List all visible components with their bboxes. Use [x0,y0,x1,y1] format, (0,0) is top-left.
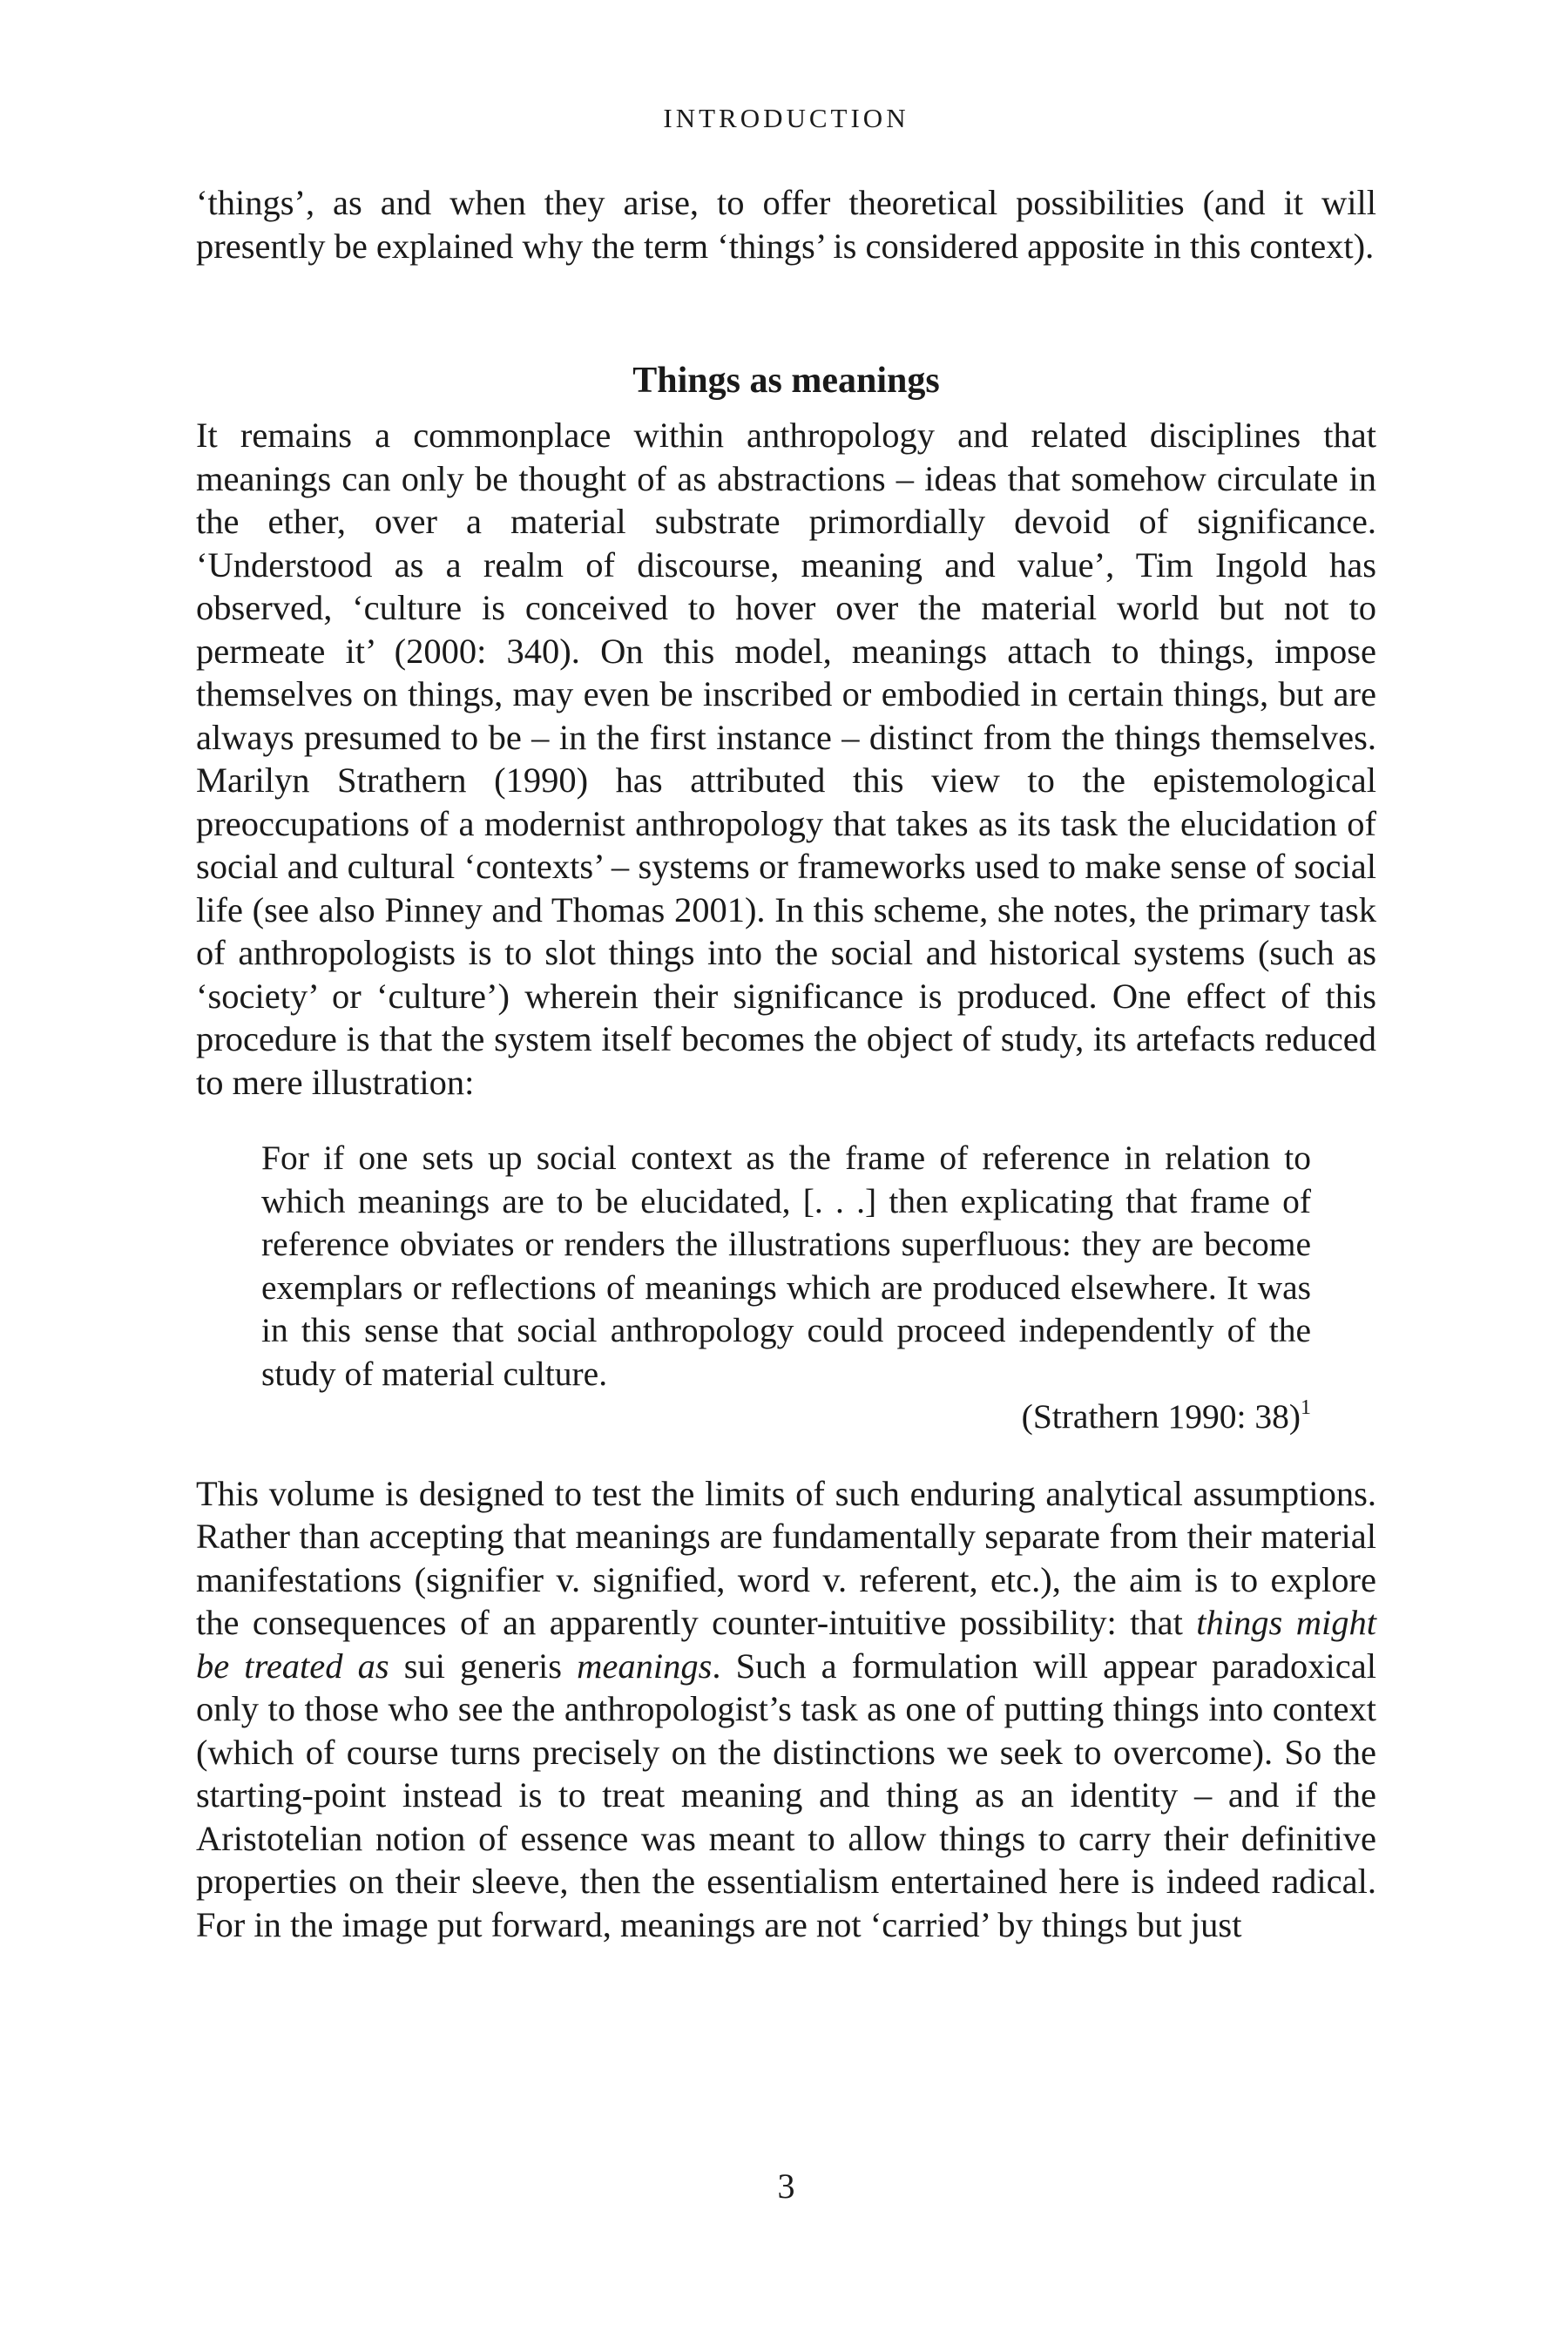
paragraph-text-segment: This volume is designed to test the limits of such enduring analytical assumptions. Rather than accepting that meanings are fundamentally separate from their material manifestations (signifier v. signified, word v. referent, etc.), the aim is to explore the consequences of an apparently counter-intuitive possibility: that [196,1473,1376,1642]
block-quote [261,1137,1311,1439]
italic-phrase: meanings [577,1646,713,1686]
quote-citation [261,1396,1311,1439]
paragraph-text-segment: . Such a formulation will appear paradoxical only to those who see the anthropologist’s task as one of putting things into context (which of course turns precisely on the distinctions we seek to overcome). So the starting-point instead is to treat meaning and thing as an identity – and if the Aristotelian notion of essence was meant to allow things to carry their definitive properties on their sleeve, then the essentialism entertained here is indeed radical. For in the image put forward, meanings are not ‘carried’ by things but just [196,1646,1377,1944]
section-heading: Things as meanings [632,361,940,401]
running-head: INTRODUCTION [663,103,909,133]
body-text [196,181,1376,1946]
quote-citation-text: (Strathern 1990: 38) [1021,1397,1301,1436]
paragraph-intro: ‘things’, as and when they arise, to offer theoretical possibilities (and it will presently be explained why the term ‘things’ is considered apposite in this context). [196,183,1376,266]
page-number: 3 [777,2166,795,2206]
block-quote-text: For if one sets up social context as the frame of reference in relation to which meanings are to be elucidated, [. . .] then explicating that frame of reference obviates or renders the illustrations superfluous: they are become exemplars or reflections of meanings which are produced elsewhere. It was in this sense that social anthropology could proceed independently of the study of material culture. [261,1139,1311,1393]
paragraph-text-segment: sui generis [389,1646,578,1686]
footnote-marker[interactable]: 1 [1301,1396,1311,1419]
italic-phrase: things might be treated as [196,1603,1376,1686]
book-page [196,0,1376,2352]
paragraph-things-as-meanings: It remains a commonplace within anthropology and related disciplines that meanings can only be thought of as abstractions – ideas that somehow circulate in the ether, over a material substrate primordially devoid of significance. ‘Understood as a realm of discourse, meaning and value’, Tim Ingold has observed, ‘culture is conceived to hover over the material world but not to permeate it’ (2000: 340). On this model, meanings attach to things, impose themselves on things, may even be inscribed or embodied in certain things, but are always presumed to be – in the first instance – distinct from the things themselves. Marilyn Strathern (1990) has attributed this view to the epistemological preoccupations of a modernist anthropology that takes as its task the elucidation of social and cultural ‘contexts’ – systems or frameworks used to make sense of social life (see also Pinney and Thomas 2001). In this scheme, she notes, the primary task of anthropologists is to slot things into the social and historical systems (such as ‘society’ or ‘culture’) wherein their significance is produced. One effect of this procedure is that the system itself becomes the object of study, its artefacts reduced to mere illustration: [196,416,1376,1102]
paragraph-volume-aim [196,1472,1376,1947]
